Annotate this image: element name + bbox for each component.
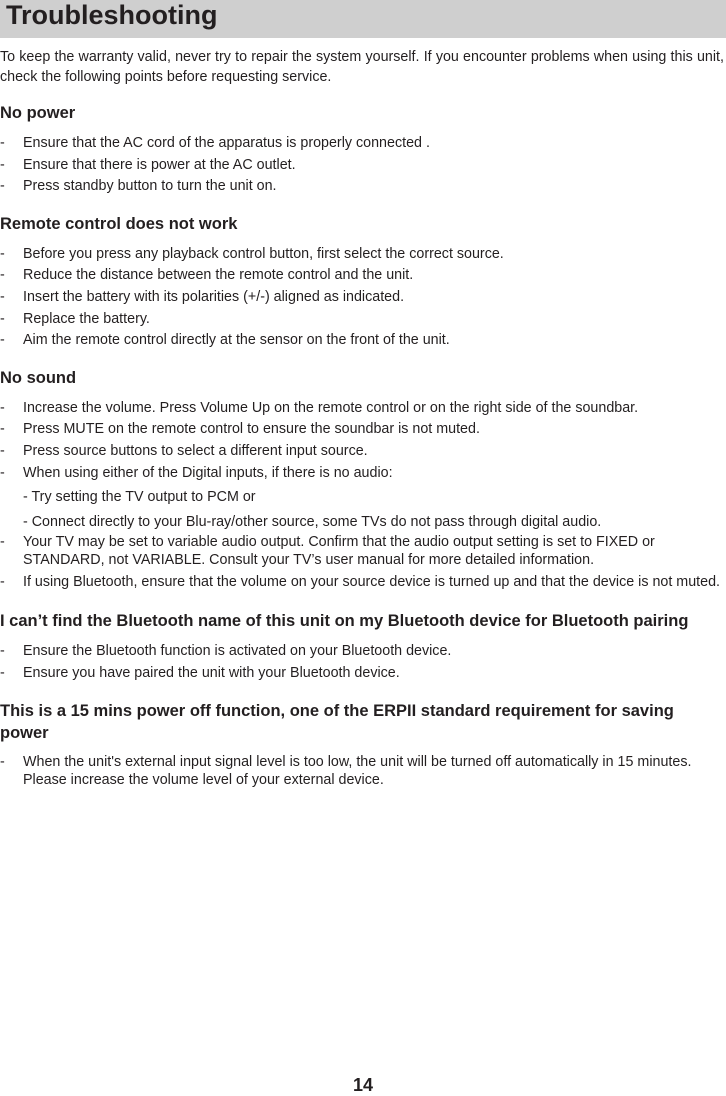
list-remote-control <box>0 244 726 352</box>
list-item-text: When the unit's external input signal level is too low, the unit will be turned off automatically in 15 minutes. Please increase the volume level of your external device. <box>23 753 692 788</box>
sub-item: - Try setting the TV output to PCM or <box>23 489 256 506</box>
bullet-dash: - <box>0 135 5 151</box>
bullet-dash: - <box>0 574 5 591</box>
list-item-text: If using Bluetooth, ensure that the volume on your source device is turned up and that the device is not muted. <box>23 574 721 591</box>
list-no-sound <box>0 398 726 596</box>
bullet-dash: - <box>0 464 5 481</box>
list-item-text: When using either of the Digital inputs, if there is no audio: <box>23 464 393 481</box>
list-item-text: Ensure the Bluetooth function is activated on your Bluetooth device. <box>23 643 452 660</box>
sub-item: - Connect directly to your Blu-ray/other source, some TVs do not pass through digital audio. <box>23 513 602 530</box>
bullet-dash: - <box>0 421 5 438</box>
list-item-text: Aim the remote control directly at the sensor on the front of the unit. <box>23 332 450 349</box>
bullet-dash: - <box>0 753 5 770</box>
list-item-text: Replace the battery. <box>23 310 150 327</box>
list-item <box>0 398 726 420</box>
list-item-text: Reduce the distance between the remote control and the unit. <box>23 267 414 284</box>
page-number: 14 <box>352 1075 374 1095</box>
list-item <box>0 463 726 534</box>
bullet-dash: - <box>0 245 5 262</box>
list-item <box>0 419 726 441</box>
list-item <box>0 753 726 793</box>
bullet-dash: - <box>0 399 5 416</box>
list-item <box>0 176 726 198</box>
bullet-dash: - <box>0 534 5 551</box>
list-item <box>0 287 726 309</box>
page-title: Troubleshooting <box>6 0 218 30</box>
bullet-dash: - <box>0 332 5 349</box>
list-item-text: Press standby button to turn the unit on. <box>23 178 277 195</box>
list-item <box>0 244 726 266</box>
list-item <box>0 573 726 595</box>
bullet-dash: - <box>0 442 5 459</box>
bullet-dash: - <box>0 178 5 195</box>
list-item <box>0 441 726 463</box>
title-bar <box>0 0 726 38</box>
list-item <box>0 533 726 573</box>
list-power-off <box>0 753 726 793</box>
bullet-dash: - <box>0 267 5 284</box>
bullet-dash: - <box>0 664 5 681</box>
bullet-dash: - <box>0 643 5 660</box>
intro-paragraph: To keep the warranty valid, never try to repair the system yourself. If you encounter problems when using this unit, check the following points before requesting service. <box>0 49 724 85</box>
bullet-dash: - <box>0 156 5 173</box>
section-heading-no-sound: No sound <box>0 368 77 387</box>
list-item <box>0 663 726 685</box>
list-item-text: Press source buttons to select a different input source. <box>23 442 368 459</box>
bullet-dash: - <box>0 310 5 327</box>
list-item <box>0 309 726 331</box>
list-item-text: Your TV may be set to variable audio output. Confirm that the audio output setting is set to FIXED or STANDARD, not VARIABLE. Consult your TV’s user manual for more detailed information. <box>23 534 655 569</box>
list-item <box>0 330 726 352</box>
section-heading-remote-control: Remote control does not work <box>0 214 238 233</box>
list-item-text: Before you press any playback control button, first select the correct source. <box>23 245 504 262</box>
bullet-dash: - <box>0 288 5 305</box>
list-item-text: Press MUTE on the remote control to ensure the soundbar is not muted. <box>23 421 480 438</box>
list-item <box>0 155 726 177</box>
list-bluetooth <box>0 641 726 684</box>
document-body <box>0 47 726 793</box>
list-item-text: Increase the volume. Press Volume Up on the remote control or on the right side of the soundbar. <box>23 399 639 416</box>
list-item <box>0 641 726 663</box>
list-item-text: Ensure you have paired the unit with your Bluetooth device. <box>23 664 400 681</box>
section-heading-no-power: No power <box>0 104 76 122</box>
list-item <box>0 133 726 155</box>
section-heading-bluetooth: I can’t find the Bluetooth name of this unit on my Bluetooth device for Bluetooth pairing <box>0 612 689 631</box>
section-heading-power-off: This is a 15 mins power off function, one of the ERPII standard requirement for saving power <box>0 701 674 742</box>
list-item-text: Ensure that there is power at the AC outlet. <box>23 156 296 173</box>
list-item-text: Ensure that the AC cord of the apparatus is properly connected . <box>23 135 430 151</box>
list-item-text: Insert the battery with its polarities (+/-) aligned as indicated. <box>23 288 405 305</box>
list-item <box>0 265 726 287</box>
list-no-power <box>0 133 726 198</box>
